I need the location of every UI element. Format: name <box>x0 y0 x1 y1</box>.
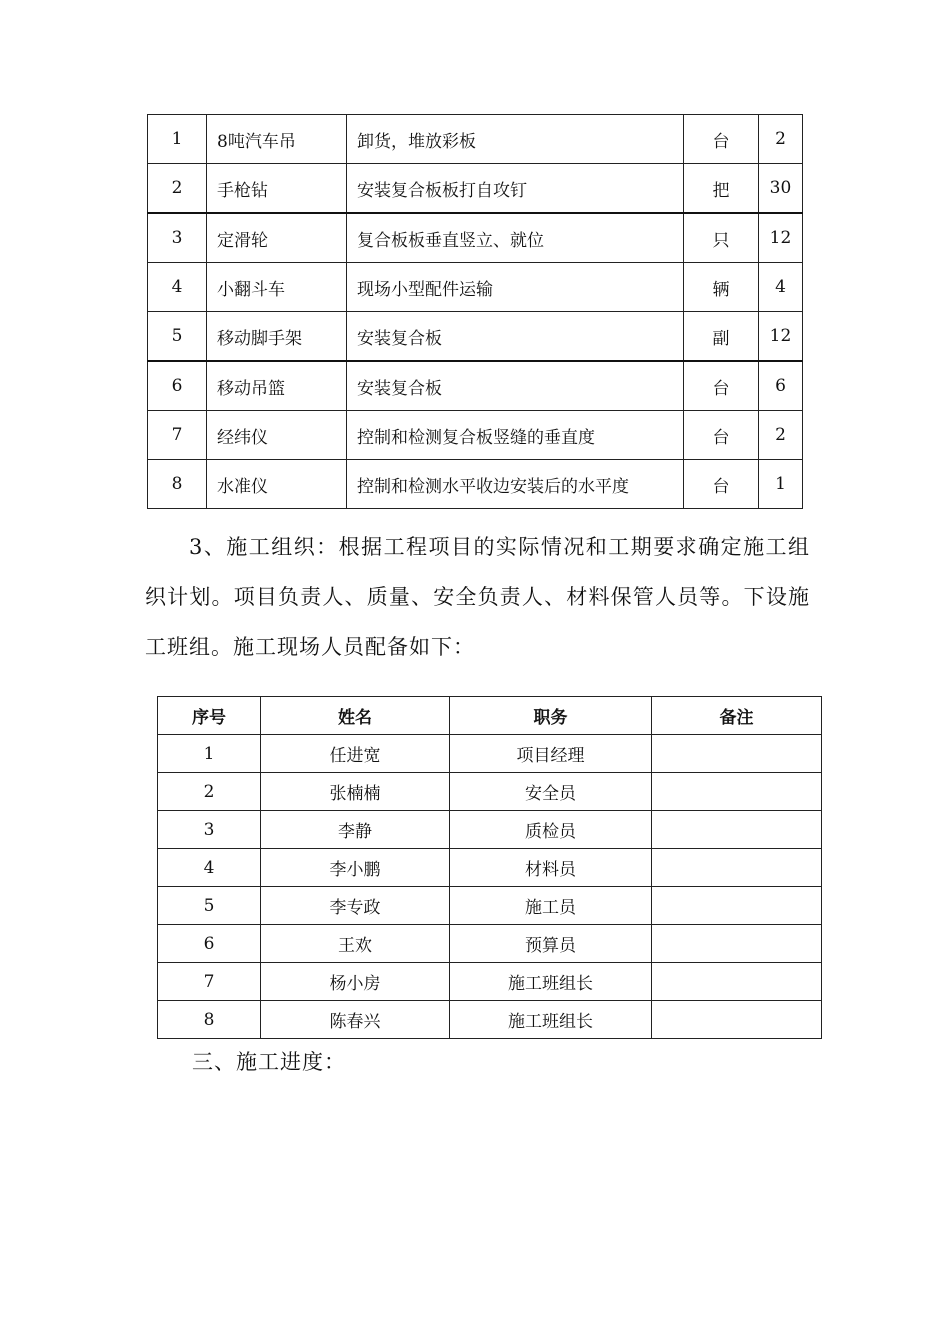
staff-role: 施工班组长 <box>450 963 652 1001</box>
equipment-qty: 4 <box>759 263 803 312</box>
equipment-no: 2 <box>148 164 207 214</box>
table-row <box>158 735 822 773</box>
equipment-no: 3 <box>148 213 207 263</box>
staff-note <box>652 849 822 887</box>
staff-no: 6 <box>158 925 261 963</box>
header-role: 职务 <box>450 697 652 735</box>
table-row <box>158 811 822 849</box>
equipment-unit: 台 <box>684 411 759 460</box>
staff-role: 安全员 <box>450 773 652 811</box>
equipment-unit: 副 <box>684 312 759 362</box>
equipment-qty: 1 <box>759 460 803 509</box>
equipment-use: 卸货，堆放彩板 <box>347 115 684 164</box>
equipment-qty: 12 <box>759 213 803 263</box>
equipment-no: 4 <box>148 263 207 312</box>
table-row <box>148 115 803 164</box>
table-row <box>148 164 803 214</box>
table-row <box>148 460 803 509</box>
staff-no: 3 <box>158 811 261 849</box>
equipment-name: 水准仪 <box>207 460 347 509</box>
equipment-use: 现场小型配件运输 <box>347 263 684 312</box>
staff-role: 质检员 <box>450 811 652 849</box>
staff-name: 李小鹏 <box>261 849 450 887</box>
staff-note <box>652 925 822 963</box>
staff-role: 施工班组长 <box>450 1001 652 1039</box>
section-heading: 三、施工进度： <box>192 1050 346 1074</box>
header-name: 姓名 <box>261 697 450 735</box>
equipment-no: 7 <box>148 411 207 460</box>
staff-role: 项目经理 <box>450 735 652 773</box>
equipment-use: 安装复合板 <box>347 361 684 411</box>
staff-name: 张楠楠 <box>261 773 450 811</box>
equipment-qty: 30 <box>759 164 803 214</box>
equipment-qty: 12 <box>759 312 803 362</box>
organization-paragraph <box>145 522 810 672</box>
equipment-no: 8 <box>148 460 207 509</box>
staff-role: 材料员 <box>450 849 652 887</box>
equipment-unit: 台 <box>684 115 759 164</box>
staff-note <box>652 735 822 773</box>
staff-name: 李静 <box>261 811 450 849</box>
table-row <box>148 263 803 312</box>
equipment-name: 移动脚手架 <box>207 312 347 362</box>
staff-no: 5 <box>158 887 261 925</box>
equipment-use: 控制和检测水平收边安装后的水平度 <box>347 460 684 509</box>
table-header-row <box>158 697 822 735</box>
equipment-qty: 2 <box>759 411 803 460</box>
staff-note <box>652 1001 822 1039</box>
equipment-unit: 把 <box>684 164 759 214</box>
equipment-use: 安装复合板 <box>347 312 684 362</box>
equipment-no: 5 <box>148 312 207 362</box>
equipment-use: 复合板板垂直竖立、就位 <box>347 213 684 263</box>
equipment-use: 安装复合板板打自攻钉 <box>347 164 684 214</box>
table-row <box>148 213 803 263</box>
table-row <box>158 849 822 887</box>
equipment-unit: 辆 <box>684 263 759 312</box>
staff-no: 1 <box>158 735 261 773</box>
organization-paragraph-text: 3、施工组织：根据工程项目的实际情况和工期要求确定施工组织计划。项目负责人、质量、安全负责人、材料保管人员等。下设施工班组。施工现场人员配备如下： <box>145 535 810 659</box>
table-row <box>148 312 803 362</box>
staff-name: 王欢 <box>261 925 450 963</box>
staff-note <box>652 773 822 811</box>
equipment-table <box>147 114 803 509</box>
table-row <box>158 1001 822 1039</box>
equipment-use: 控制和检测复合板竖缝的垂直度 <box>347 411 684 460</box>
equipment-qty: 6 <box>759 361 803 411</box>
equipment-no: 6 <box>148 361 207 411</box>
equipment-unit: 只 <box>684 213 759 263</box>
table-row <box>158 887 822 925</box>
table-row <box>148 411 803 460</box>
equipment-unit: 台 <box>684 460 759 509</box>
staff-no: 2 <box>158 773 261 811</box>
table-row <box>148 361 803 411</box>
staff-table <box>157 696 822 1039</box>
staff-role: 施工员 <box>450 887 652 925</box>
equipment-unit: 台 <box>684 361 759 411</box>
staff-no: 4 <box>158 849 261 887</box>
table-row <box>158 963 822 1001</box>
staff-role: 预算员 <box>450 925 652 963</box>
staff-no: 7 <box>158 963 261 1001</box>
header-no: 序号 <box>158 697 261 735</box>
equipment-name: 小翻斗车 <box>207 263 347 312</box>
equipment-name: 8吨汽车吊 <box>207 115 347 164</box>
staff-note <box>652 963 822 1001</box>
equipment-qty: 2 <box>759 115 803 164</box>
staff-note <box>652 811 822 849</box>
equipment-no: 1 <box>148 115 207 164</box>
staff-name: 杨小房 <box>261 963 450 1001</box>
staff-name: 任进宽 <box>261 735 450 773</box>
equipment-name: 经纬仪 <box>207 411 347 460</box>
staff-name: 陈春兴 <box>261 1001 450 1039</box>
equipment-name: 移动吊篮 <box>207 361 347 411</box>
header-note: 备注 <box>652 697 822 735</box>
staff-note <box>652 887 822 925</box>
table-row <box>158 925 822 963</box>
staff-name: 李专政 <box>261 887 450 925</box>
table-row <box>158 773 822 811</box>
equipment-name: 手枪钻 <box>207 164 347 214</box>
equipment-name: 定滑轮 <box>207 213 347 263</box>
staff-no: 8 <box>158 1001 261 1039</box>
